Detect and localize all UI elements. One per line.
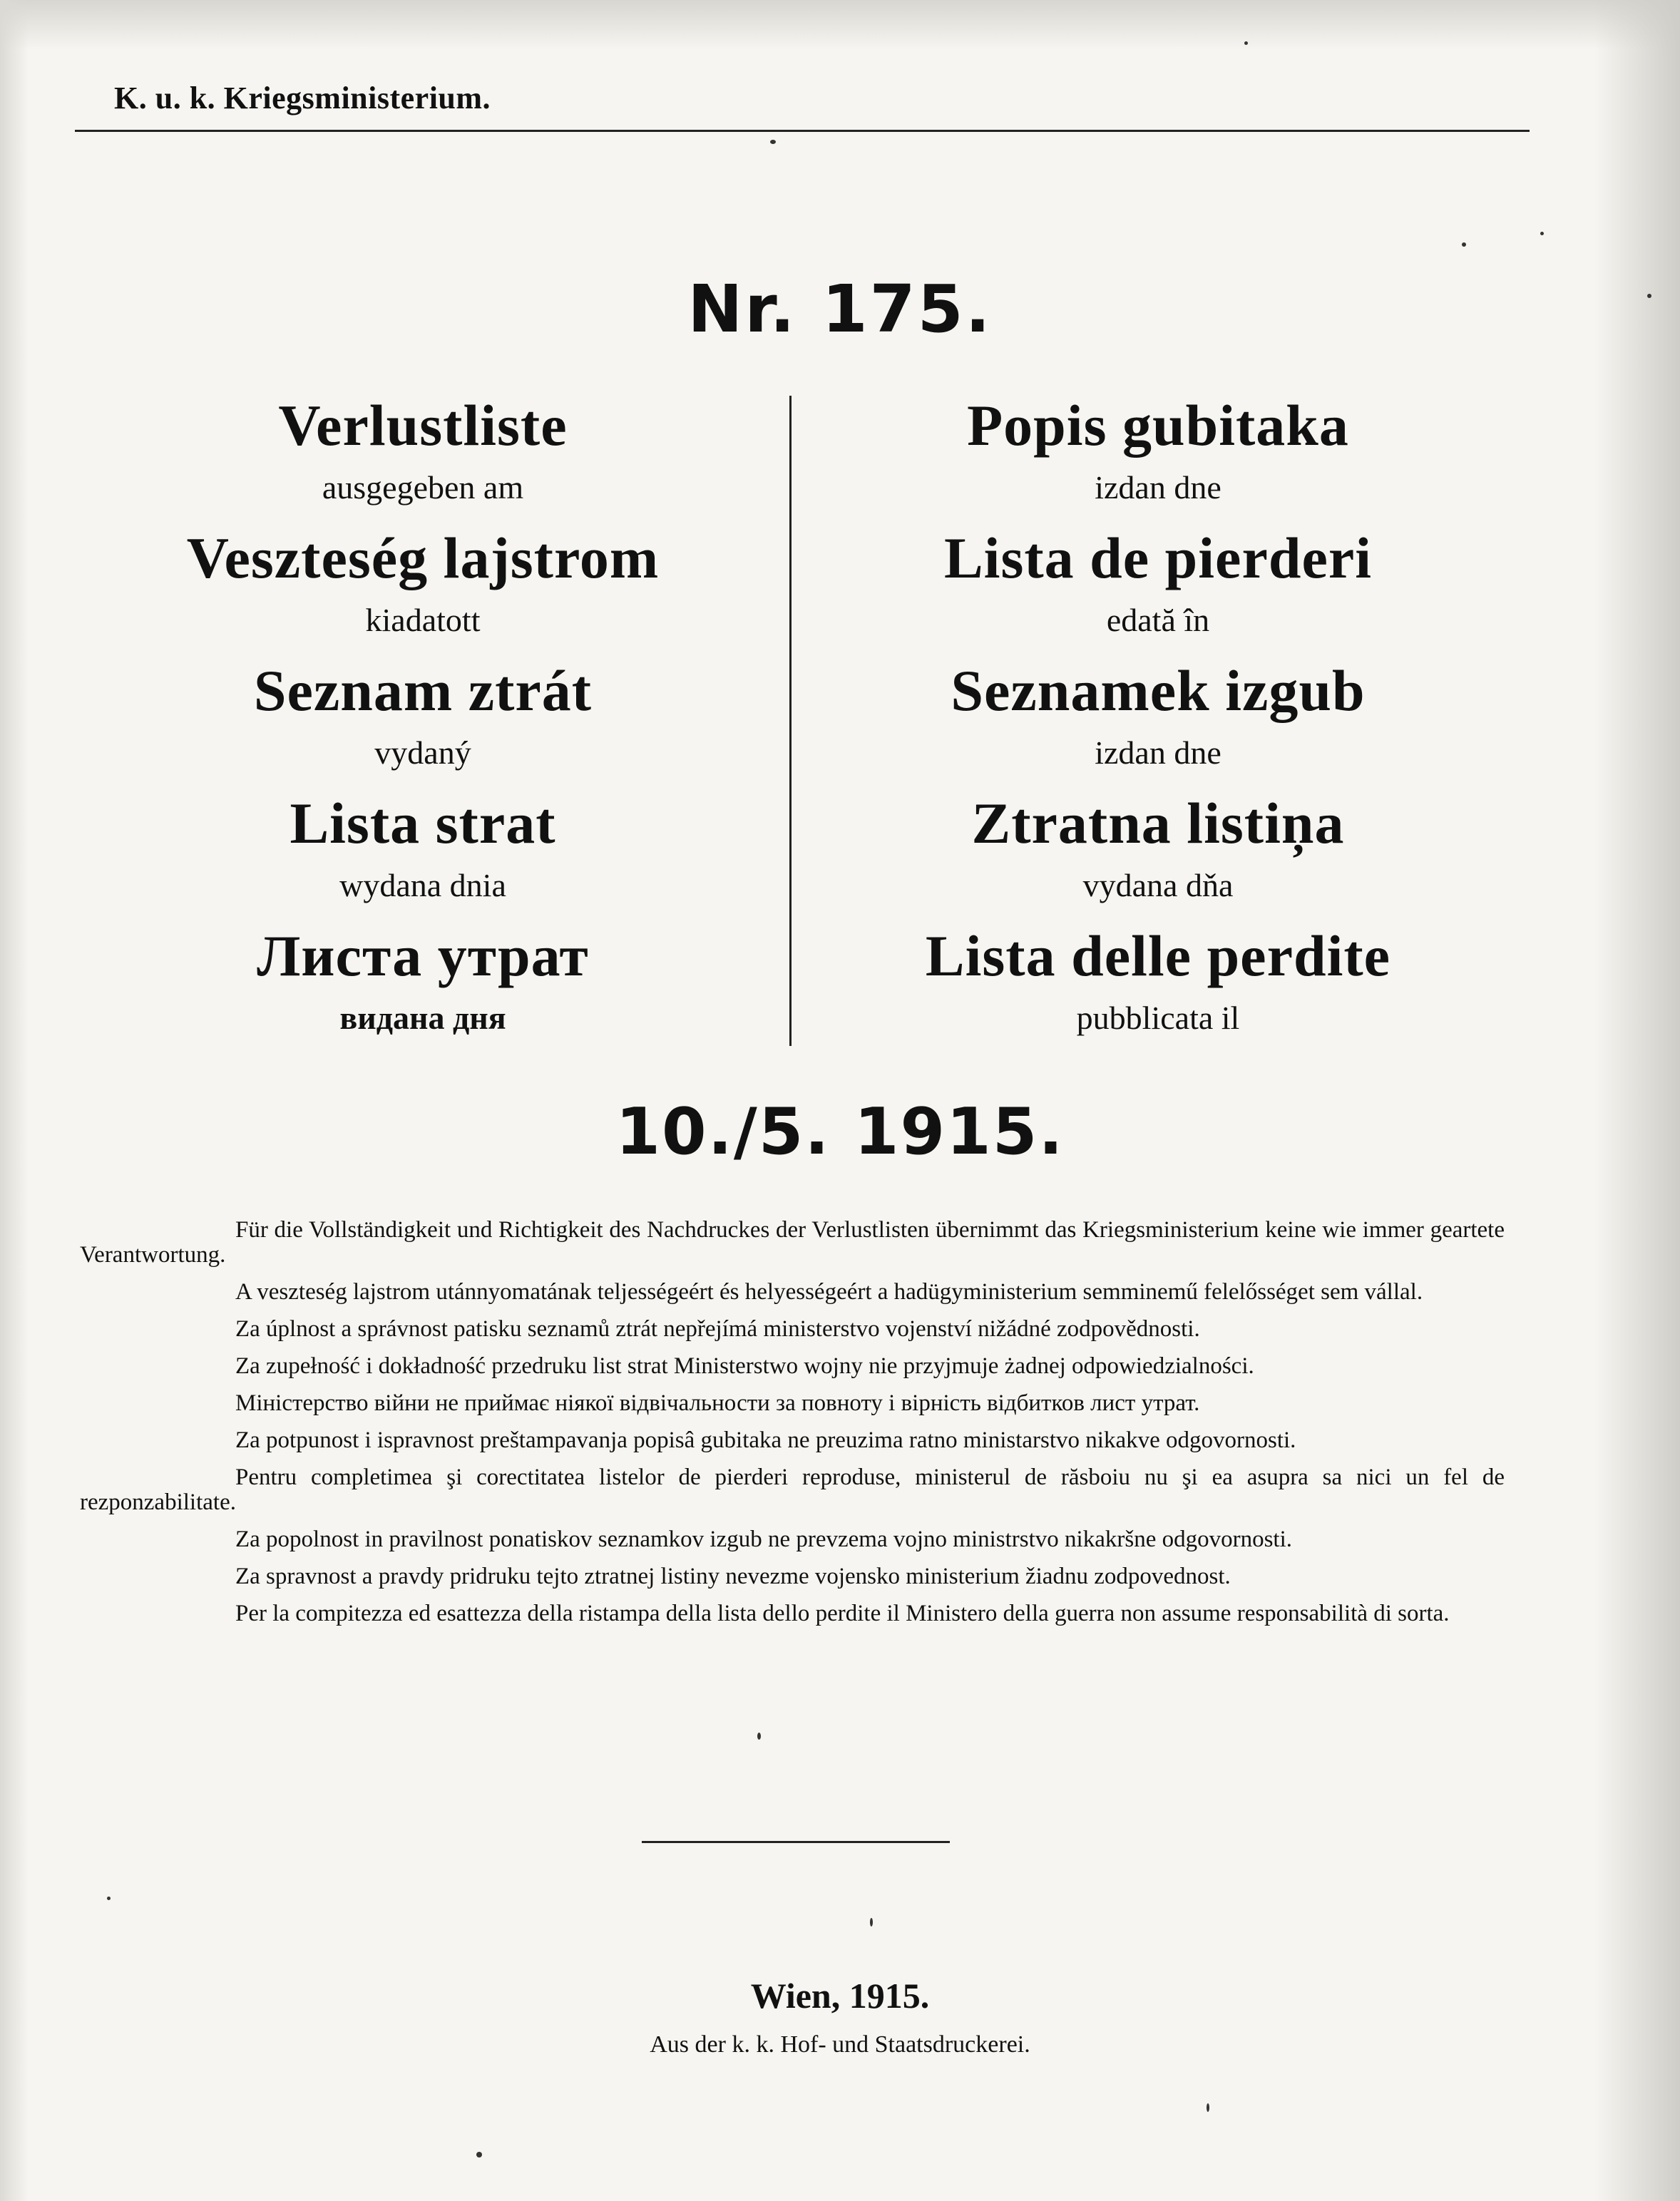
title-polish: Lista strat [290, 791, 556, 856]
ink-speck [1207, 2103, 1209, 2112]
ink-speck [870, 1918, 873, 1926]
title-slovak: Ztratna listiņa [971, 791, 1345, 856]
ink-speck [476, 2152, 482, 2158]
place-and-year: Wien, 1915. [750, 1976, 930, 2016]
notice-polish: Za zupełność i dokładność przedruku list strat Ministerstwo wojny nie przyjmuje żadnej odpowiedzialności. [235, 1353, 1254, 1379]
title-ukrainian: Листа утрат [257, 923, 589, 988]
title-hungarian: Veszteség lajstrom [186, 525, 660, 590]
list-number: Nr. 175. [687, 271, 993, 347]
ink-speck [107, 1897, 111, 1900]
footer-rule [642, 1841, 950, 1843]
subtitle-italian: pubblicata il [1076, 1000, 1240, 1036]
column-divider [789, 396, 792, 1046]
subtitle-slovak: vydana dňa [1082, 867, 1234, 903]
title-czech: Seznam ztrát [253, 658, 593, 723]
ink-speck [1540, 232, 1544, 235]
ministry-header: K. u. k. Kriegsministerium. [114, 81, 491, 116]
printer-line: Aus der k. k. Hof- und Staatsdruckerei. [650, 2031, 1030, 2058]
ink-speck [757, 1733, 761, 1740]
subtitle-romanian: edată în [1106, 602, 1210, 638]
left-language-column [66, 392, 779, 1055]
notice-german: Für die Vollständigkeit und Richtigkeit des Nachdruckes der Verlustlisten übernimmt das Kriegsministerium keine wie immer geartete Verantwortung. [80, 1217, 1505, 1268]
notice-slovene: Za popolnost in pravilnost ponatiskov seznamkov izgub ne prevzema vojno ministrstvo nikakršne odgovornosti. [235, 1527, 1293, 1552]
subtitle-hungarian: kiadatott [365, 602, 481, 638]
notice-hungarian: A veszteség lajstrom utánnyomatának teljességeért és helyességeért a hadügyministerium semminemű felelősséget sem vállal. [235, 1279, 1423, 1305]
subtitle-german: ausgegeben am [322, 469, 524, 506]
subtitle-ukrainian: видана дня [339, 1000, 506, 1036]
notice-croatian: Za potpunost i ispravnost preštampavanja popisâ gubitaka ne preuzima ratno ministarstvo nikakve odgovornosti. [235, 1427, 1296, 1453]
ink-speck [1462, 242, 1466, 247]
notice-italian: Per la compitezza ed esattezza della ristampa della lista dello perdite il Ministero della guerra non assume responsabilità di sorta. [235, 1601, 1450, 1626]
title-slovene: Seznamek izgub [951, 658, 1366, 723]
disclaimer-notices [80, 1218, 1505, 1638]
scan-edge-top [0, 0, 1680, 50]
notice-romanian: Pentru completimea şi corectitatea listelor de pierderi reproduse, ministerul de răsboiu nu şi ea asupra sa nici un fel de rezponzabilitate. [80, 1464, 1505, 1515]
ink-speck [1647, 294, 1651, 298]
subtitle-slovene: izdan dne [1095, 734, 1221, 771]
ink-speck [770, 140, 776, 144]
title-romanian: Lista de pierderi [943, 525, 1373, 590]
header-rule [75, 130, 1530, 132]
notice-ukrainian: Міністерство війни не приймає ніякої відвічальности за повноту і вірність відбитков лист утрат. [235, 1390, 1200, 1416]
notice-czech: Za úplnost a správnost patisku seznamů ztrát nepřejímá ministerstvo vojenství nižádné zodpovědnosti. [235, 1316, 1200, 1342]
title-italian: Lista delle perdite [925, 923, 1391, 988]
subtitle-polish: wydana dnia [339, 867, 506, 903]
title-croatian: Popis gubitaka [967, 393, 1349, 458]
right-language-column [801, 392, 1515, 1055]
subtitle-czech: vydaný [374, 734, 471, 771]
subtitle-croatian: izdan dne [1095, 469, 1221, 506]
notice-slovak: Za spravnost a pravdy pridruku tejto ztratnej listiny nevezme vojensko ministerium žiadnu zodpovednost. [235, 1564, 1231, 1589]
ink-speck [1244, 41, 1248, 45]
issue-date: 10./5. 1915. [615, 1094, 1065, 1169]
title-german: Verlustliste [278, 393, 568, 458]
